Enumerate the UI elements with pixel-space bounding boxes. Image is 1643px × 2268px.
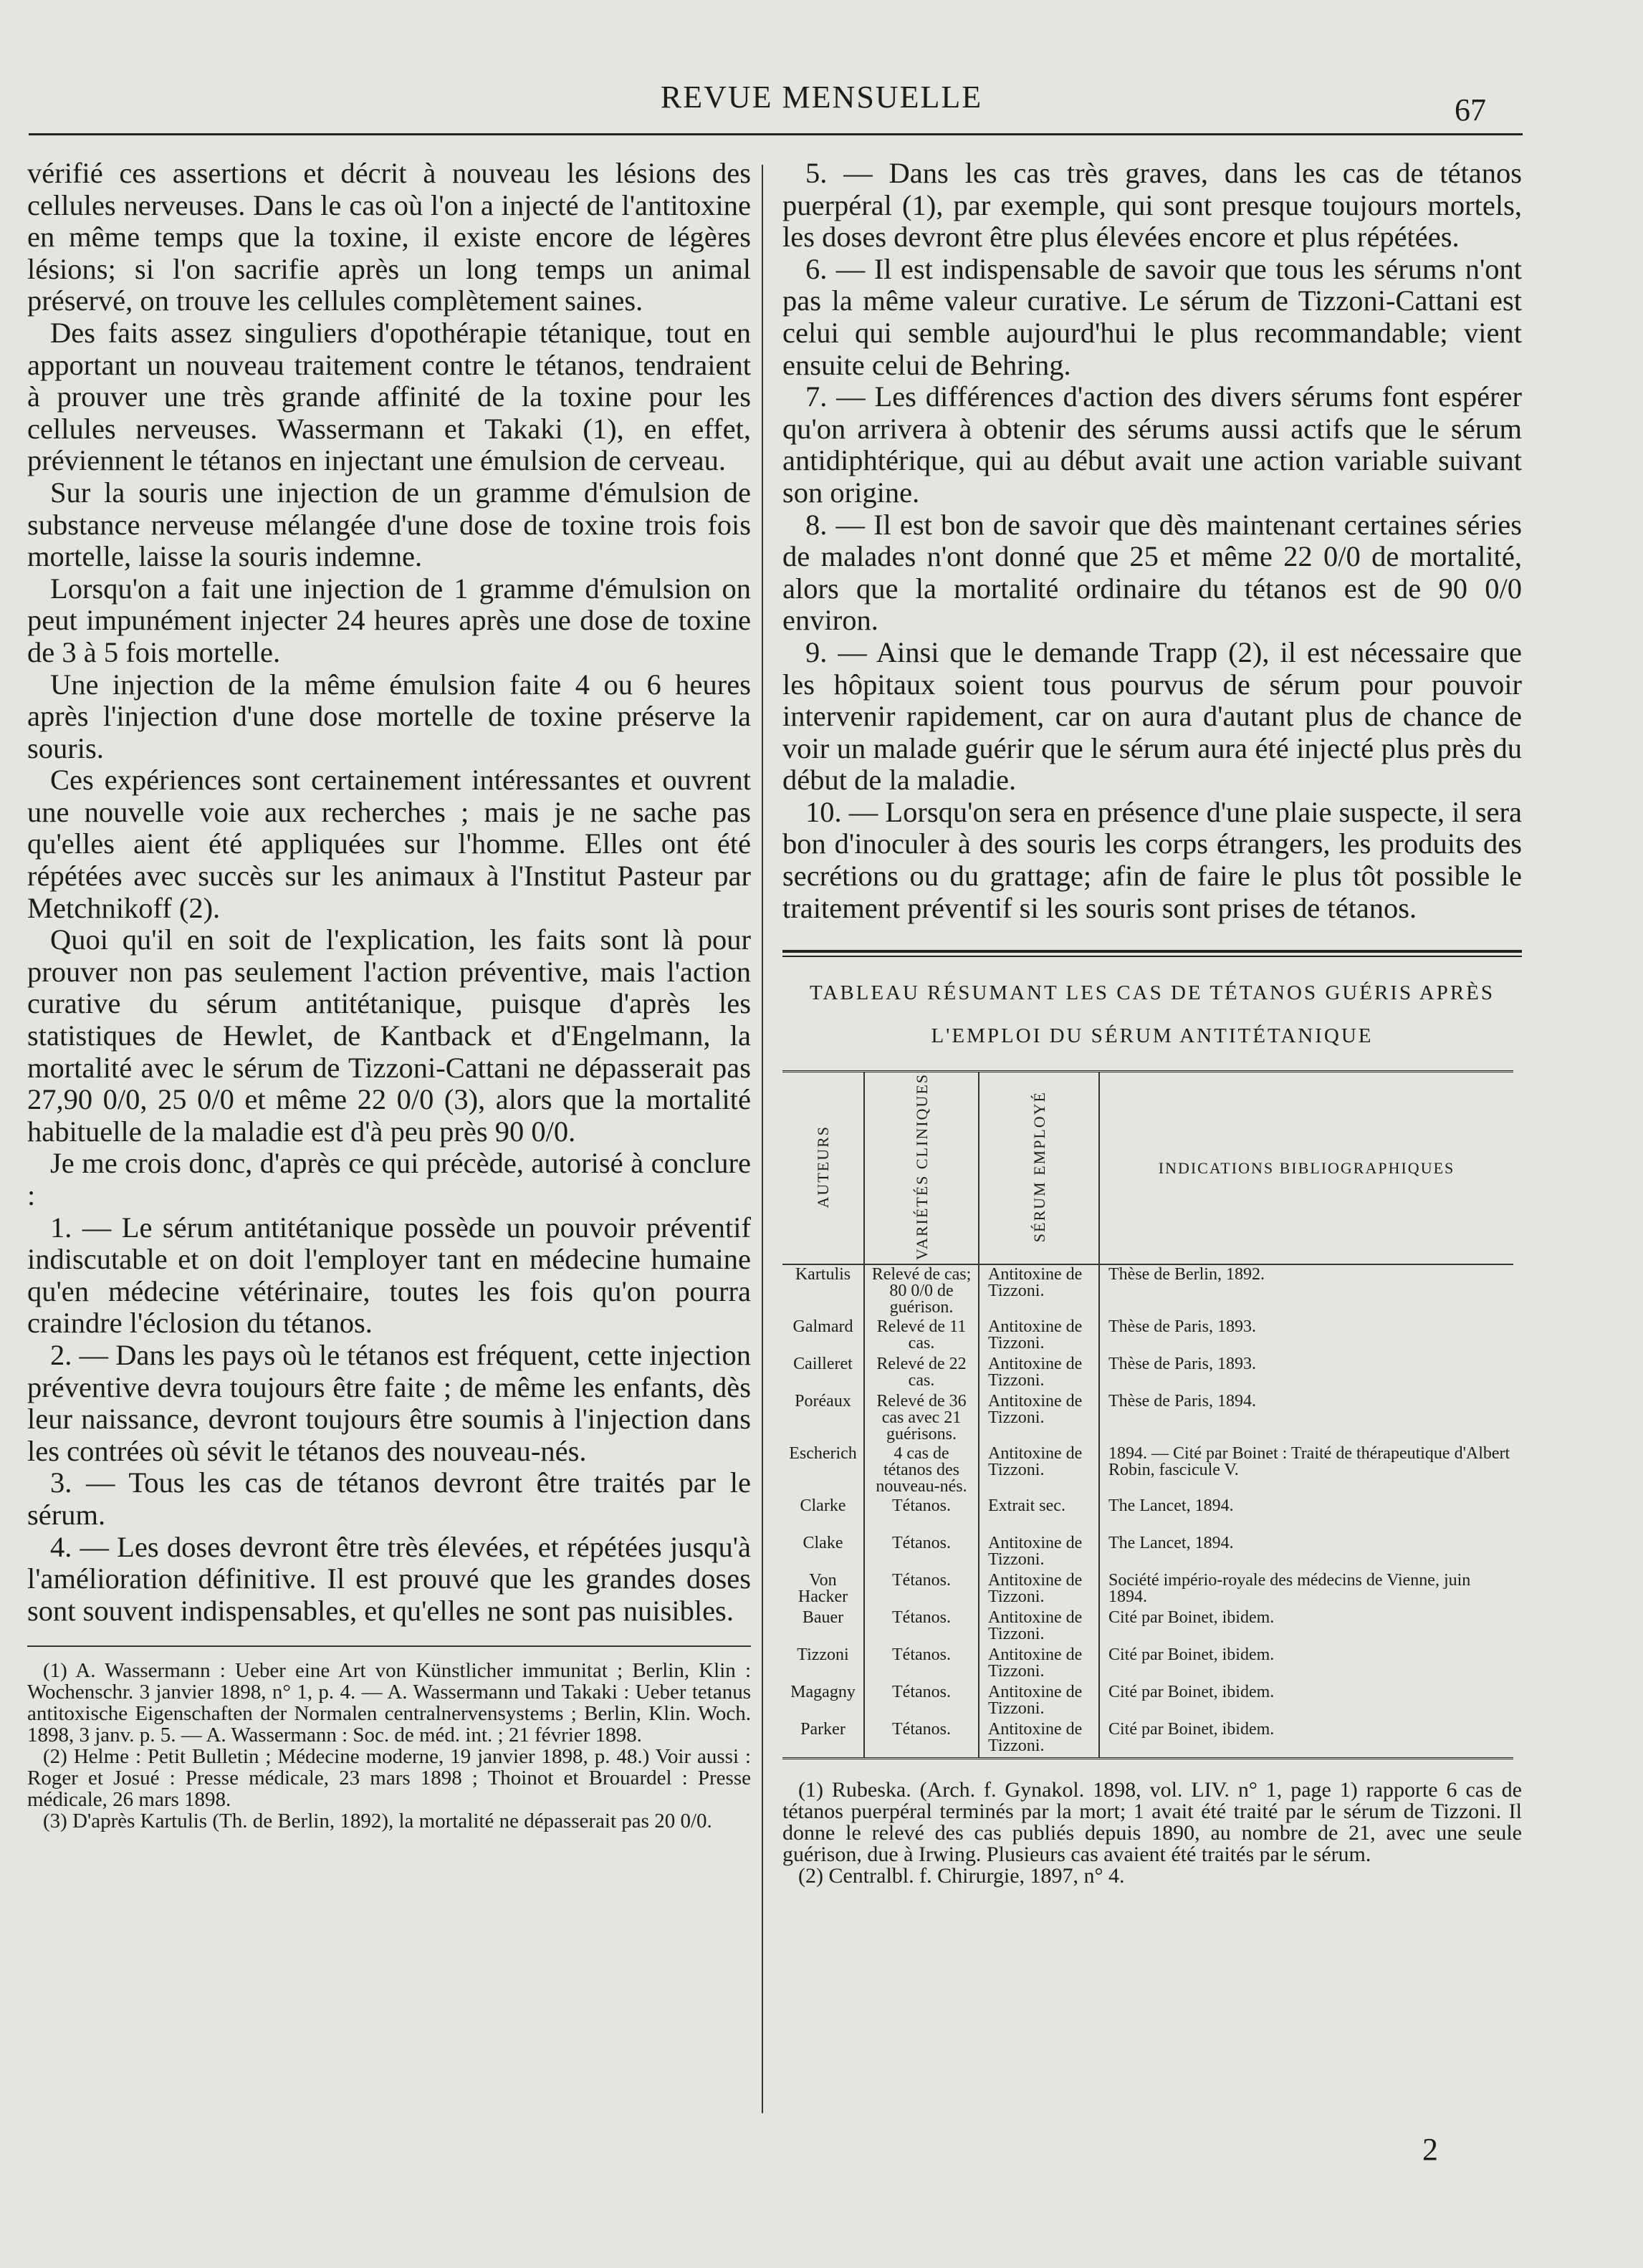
table-title-line: L'EMPLOI DU SÉRUM ANTITÉTANIQUE (931, 1024, 1374, 1048)
table-row (782, 1444, 1513, 1496)
cases-table (782, 1070, 1513, 1759)
paragraph: 2. — Dans les pays où le tétanos est fréquent, cette injection préventive devra toujours être faite ; de même les enfants, dès leur naissance, devront toujours être soumis à l'injection dans les contrées où sévit le tétanos des nouveau-nés. (27, 1338, 751, 1467)
biblio-cell: Cité par Boinet, ibidem. (1108, 1645, 1275, 1665)
footnote: (2) Centralbl. f. Chirurgie, 1897, n° 4. (798, 1864, 1125, 1888)
table-row (782, 1264, 1513, 1317)
footnote: (3) D'après Kartulis (Th. de Berlin, 1892), la mortalité ne dépasserait pas 20 0/0. (43, 1810, 712, 1833)
author-cell: Clarke (782, 1496, 864, 1534)
right-column (782, 158, 1522, 1887)
serum-cell: Antitoxine de Tizzoni. (979, 1444, 1099, 1496)
table-row (782, 1571, 1513, 1608)
paragraph: 4. — Les doses devront être très élevées, et répétées jusqu'à l'amélioration définitive. Il est prouvé que les grandes doses sont souvent indispensables, et qu'elles ne sont pas nuisibles. (27, 1530, 751, 1627)
paragraph: 10. — Lorsqu'on sera en présence d'une plaie suspecte, il sera bon d'inoculer à des souris les corps étrangers, les produits des secrétions ou du grattage; afin de faire le plus tôt possible le traitement préventif si les souris sont prises de tétanos. (782, 795, 1522, 924)
biblio-cell: Cité par Boinet, ibidem. (1108, 1720, 1275, 1739)
table-top-rule (782, 950, 1522, 957)
variety-cell: Tétanos. (864, 1720, 979, 1759)
biblio-cell: Société império-royale des médecins de Vienne, juin 1894. (1108, 1571, 1471, 1607)
author-cell: Poréaux (782, 1392, 864, 1444)
table-header-row (782, 1072, 1513, 1265)
table-row (782, 1645, 1513, 1683)
variety-cell: 4 cas de tétanos des nouveau-nés. (864, 1444, 979, 1496)
paragraph: Sur la souris une injection de un gramme d'émulsion de substance nerveuse mélangée d'une dose de toxine trois fois mortelle, laisse la souris indemne. (27, 476, 751, 573)
paragraph: Ces expériences sont certainement intéressantes et ouvrent une nouvelle voie aux recherches ; mais je ne sache pas qu'elles aient été appliquées sur l'homme. Elles ont été répétées avec succès sur les animaux à l'Institut Pasteur par Metchnikoff (2). (27, 764, 751, 924)
column-divider (762, 165, 763, 2113)
serum-cell: Antitoxine de Tizzoni. (979, 1608, 1099, 1645)
author-cell: Cailleret (782, 1355, 864, 1392)
table-row (782, 1355, 1513, 1392)
serum-cell: Antitoxine de Tizzoni. (979, 1392, 1099, 1444)
paragraph: Je me crois donc, d'après ce qui précède, autorisé à conclure : (27, 1147, 751, 1211)
serum-cell: Antitoxine de Tizzoni. (979, 1264, 1099, 1317)
author-cell: Tizzoni (782, 1645, 864, 1683)
author-cell: Parker (782, 1720, 864, 1759)
variety-cell: Relevé de 11 cas. (864, 1317, 979, 1355)
footnote: (1) Rubeska. (Arch. f. Gynakol. 1898, vol. LIV. n° 1, page 1) rapporte 6 cas de tétanos puerpéral terminés par la mort; 1 avait été traité par le sérum de Tizzoni. Il donne le relevé des cas publiés depuis 1890, au nombre de 21, avec une seule guérison, due à Irwing. Plusieurs cas avaient été traités par le sérum. (782, 1778, 1522, 1867)
serum-cell: Antitoxine de Tizzoni. (979, 1645, 1099, 1683)
author-cell: Von Hacker (782, 1571, 864, 1608)
paragraph: 3. — Tous les cas de tétanos devront être traités par le sérum. (27, 1466, 751, 1531)
paragraph: 7. — Les différences d'action des divers sérums font espérer qu'on arrivera à obtenir des sérums aussi actifs que le sérum antidiphtérique, qui au début avait une action variable suivant son origine. (782, 380, 1522, 509)
table-row (782, 1317, 1513, 1355)
table-row (782, 1534, 1513, 1571)
header-varietes: VARIÉTÉS CLINIQUES (864, 1072, 979, 1265)
author-cell: Galmard (782, 1317, 864, 1355)
running-head: REVUE MENSUELLE (660, 80, 983, 115)
table-row (782, 1392, 1513, 1444)
serum-cell: Extrait sec. (979, 1496, 1099, 1534)
paragraph: Des faits assez singuliers d'opothérapie tétanique, tout en apportant un nouveau traitement contre le tétanos, tendraient à prouver une très grande affinité de la toxine pour les cellules nerveuses. Wassermann et Takaki (1), en effet, préviennent le tétanos en injectant une émulsion de cerveau. (27, 316, 751, 477)
biblio-cell: The Lancet, 1894. (1108, 1534, 1234, 1553)
serum-cell: Antitoxine de Tizzoni. (979, 1355, 1099, 1392)
variety-cell: Tétanos. (864, 1683, 979, 1720)
signature-mark: 2 (1422, 2132, 1438, 2167)
footnote: (1) A. Wassermann : Ueber eine Art von Künstlicher immunitat ; Berlin, Klin : Wochenschr. 3 janvier 1898, n° 1, p. 4. — A. Wassermann und Takaki : Ueber tetanus antitoxische Eigenschaften der Normalen centralnervensystems ; Berlin, Klin. Woch. 1898, 3 janv. p. 5. — A. Wassermann : Soc. de méd. int. ; 21 février 1898. (27, 1659, 751, 1747)
left-body (27, 158, 751, 1627)
left-column (27, 158, 751, 1832)
paragraph: 5. — Dans les cas très graves, dans les cas de tétanos puerpéral (1), par exemple, qui sont presque toujours mortels, les doses devront être plus élevées encore et plus répétées. (782, 157, 1522, 254)
paragraph: Une injection de la même émulsion faite 4 ou 6 heures après l'injection d'une dose mortelle de toxine préserve la souris. (27, 668, 751, 764)
serum-cell: Antitoxine de Tizzoni. (979, 1720, 1099, 1759)
biblio-cell: Cité par Boinet, ibidem. (1108, 1608, 1275, 1628)
paragraph: vérifié ces assertions et décrit à nouveau les lésions des cellules nerveuses. Dans le cas où l'on a injecté de l'antitoxine en même temps que la toxine, il existe encore de légères lésions; si l'on sacrifie après un long temps un animal préservé, on trouve les cellules complètement saines. (27, 157, 751, 317)
variety-cell: Relevé de cas; 80 0/0 de guérison. (864, 1264, 979, 1317)
table-row (782, 1720, 1513, 1759)
right-footnotes (782, 1779, 1522, 1887)
biblio-cell: Thèse de Paris, 1893. (1108, 1355, 1256, 1374)
variety-cell: Tétanos. (864, 1496, 979, 1534)
variety-cell: Tétanos. (864, 1571, 979, 1608)
variety-cell: Tétanos. (864, 1645, 979, 1683)
table-row (782, 1608, 1513, 1645)
biblio-cell: The Lancet, 1894. (1108, 1496, 1234, 1516)
header-serum: SÉRUM EMPLOYÉ (979, 1072, 1099, 1265)
table-title-line: TABLEAU RÉSUMANT LES CAS DE TÉTANOS GUÉRIS APRÈS (810, 981, 1495, 1005)
header-auteurs: AUTEURS (782, 1072, 864, 1265)
paragraph: 9. — Ainsi que le demande Trapp (2), il est nécessaire que les hôpitaux soient tous pourvus de sérum pour pouvoir intervenir rapidement, car on aura d'autant plus de chance de voir un malade guérir que le sérum aura été injecté plus près du début de la maladie. (782, 635, 1522, 797)
table-row (782, 1683, 1513, 1720)
author-cell: Escherich (782, 1444, 864, 1496)
author-cell: Bauer (782, 1608, 864, 1645)
paragraph: 1. — Le sérum antitétanique possède un pouvoir préventif indiscutable et on doit l'employer tant en médecine humaine qu'en médecine vétérinaire, toutes les fois qu'on pourra craindre l'éclosion du tétanos. (27, 1211, 751, 1340)
page-number: 67 (1455, 92, 1486, 128)
author-cell: Kartulis (782, 1264, 864, 1317)
variety-cell: Tétanos. (864, 1608, 979, 1645)
header-rule (29, 133, 1523, 135)
variety-cell: Relevé de 36 cas avec 21 guérisons. (864, 1392, 979, 1444)
serum-cell: Antitoxine de Tizzoni. (979, 1534, 1099, 1571)
paragraph: 8. — Il est bon de savoir que dès maintenant certaines séries de malades n'ont donné que 25 et même 22 0/0 de mortalité, alors que la mortalité ordinaire du tétanos est de 90 0/0 environ. (782, 508, 1522, 637)
biblio-cell: Thèse de Paris, 1893. (1108, 1317, 1256, 1337)
right-body (782, 158, 1522, 924)
paragraph: Quoi qu'il en soit de l'explication, les faits sont là pour prouver non pas seulement l'action préventive, mais l'action curative du sérum antitétanique, puisque d'après les statistiques de Hewlet, de Kantback et d'Engelmann, la mortalité avec le sérum de Tizzoni-Cattani ne dépasserait pas 27,90 0/0, 25 0/0 et même 22 0/0 (3), alors que la mortalité habituelle de la maladie est d'à peu près 90 0/0. (27, 923, 751, 1148)
biblio-cell: Thèse de Paris, 1894. (1108, 1392, 1256, 1411)
biblio-cell: Cité par Boinet, ibidem. (1108, 1683, 1275, 1702)
footnote: (2) Helme : Petit Bulletin ; Médecine moderne, 19 janvier 1898, p. 48.) Voir aussi : Roger et Josué : Presse médicale, 23 mars 1898 ; Thoinot et Brouardel : Presse médicale, 26 mars 1898. (27, 1745, 751, 1812)
serum-cell: Antitoxine de Tizzoni. (979, 1317, 1099, 1355)
paragraph: 6. — Il est indispensable de savoir que tous les sérums n'ont pas la même valeur curative. Le sérum de Tizzoni-Cattani est celui qui semble aujourd'hui le plus recommandable; vient ensuite celui de Behring. (782, 252, 1522, 381)
left-footnotes (27, 1645, 751, 1832)
author-cell: Clake (782, 1534, 864, 1571)
serum-cell: Antitoxine de Tizzoni. (979, 1683, 1099, 1720)
serum-cell: Antitoxine de Tizzoni. (979, 1571, 1099, 1608)
biblio-cell: Thèse de Berlin, 1892. (1108, 1265, 1265, 1284)
biblio-cell: 1894. — Cité par Boinet : Traité de thérapeutique d'Albert Robin, fascicule V. (1108, 1444, 1510, 1480)
paragraph: Lorsqu'on a fait une injection de 1 gramme d'émulsion on peut impunément injecter 24 heures après une dose de toxine de 3 à 5 fois mortelle. (27, 572, 751, 668)
table-title (782, 971, 1522, 1057)
table-row (782, 1496, 1513, 1534)
variety-cell: Relevé de 22 cas. (864, 1355, 979, 1392)
author-cell: Magagny (782, 1683, 864, 1720)
variety-cell: Tétanos. (864, 1534, 979, 1571)
header-indications: INDICATIONS BIBLIOGRAPHIQUES (1099, 1072, 1513, 1265)
